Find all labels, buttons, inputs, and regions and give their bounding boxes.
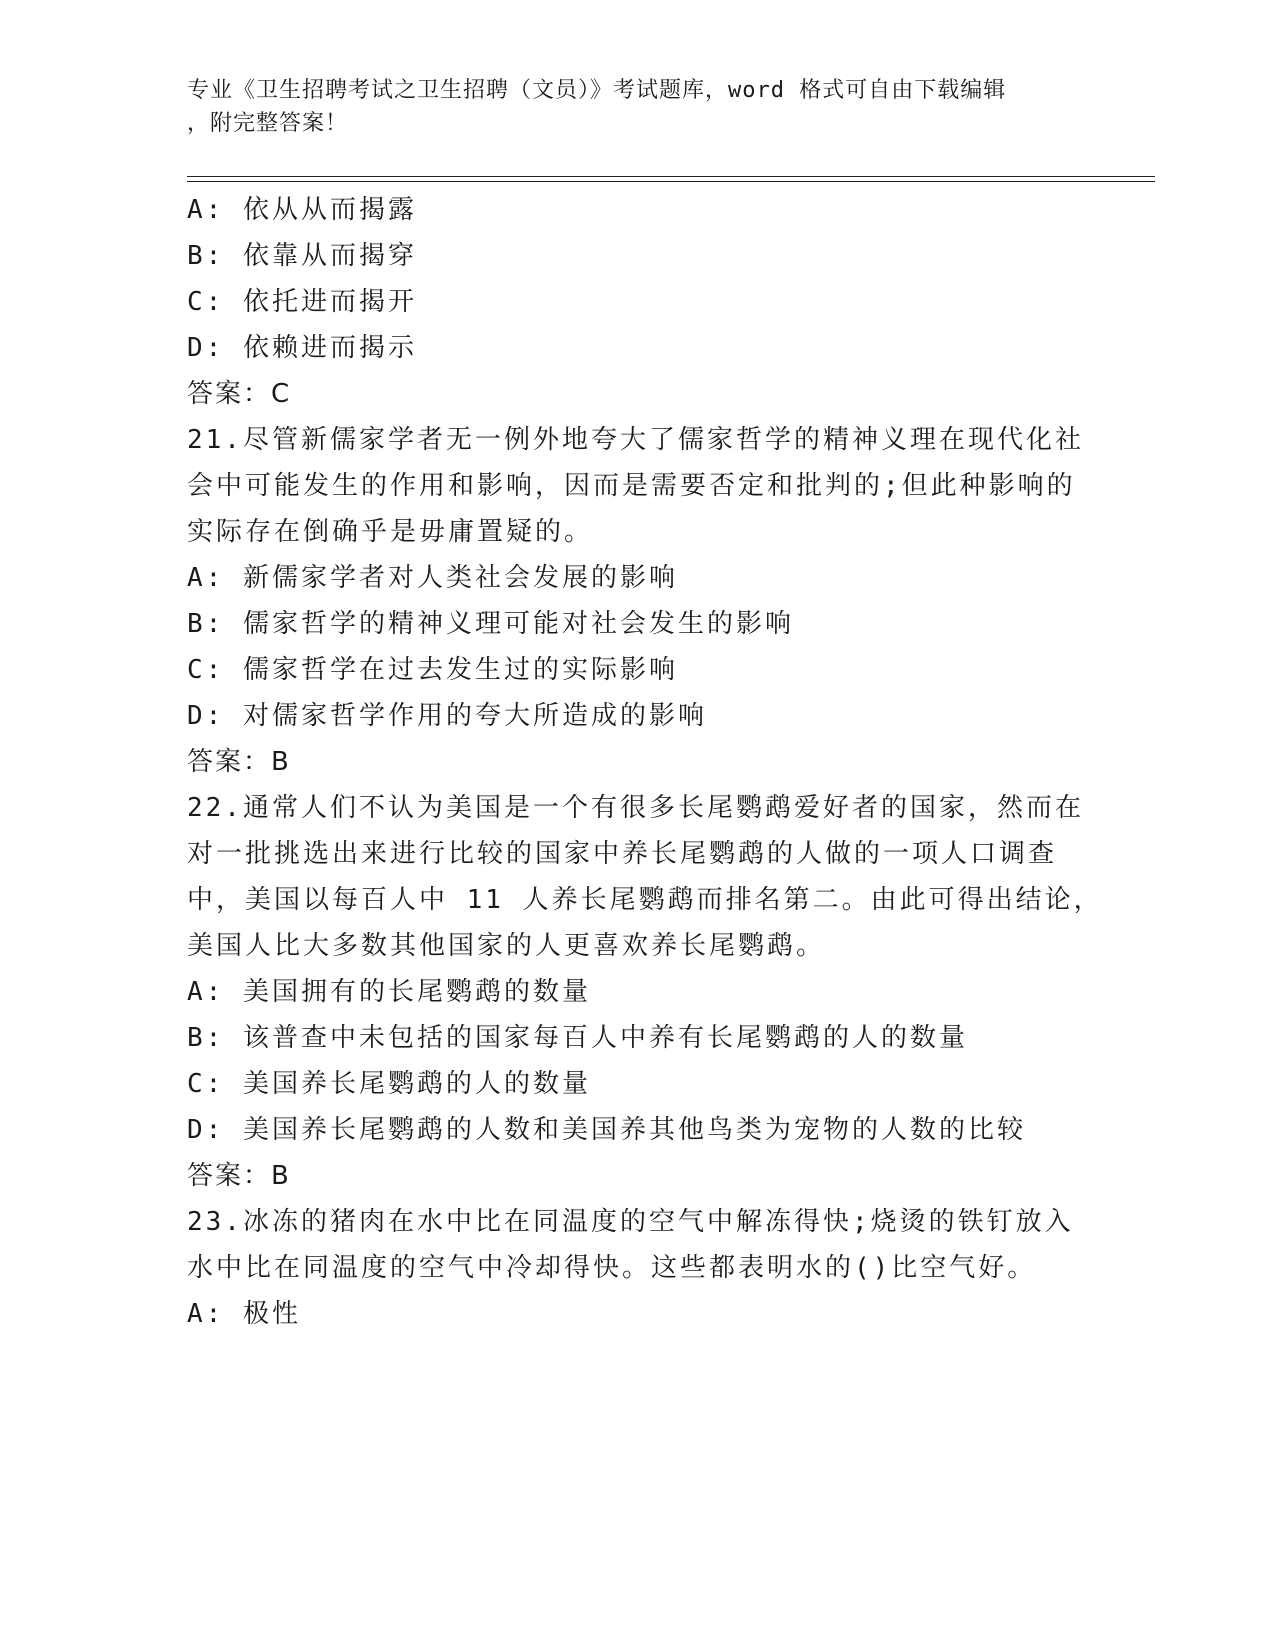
question-line: 实际存在倒确乎是毋庸置疑的。 — [187, 517, 594, 547]
question-line: C: 美国养长尾鹦鹉的人的数量 — [187, 1069, 591, 1099]
question-line: D: 对儒家哲学作用的夸大所造成的影响 — [187, 701, 707, 731]
question-list — [187, 187, 1103, 1337]
question-line: A: 依从从而揭露 — [187, 195, 417, 225]
question-line: 美国人比大多数其他国家的人更喜欢养长尾鹦鹉。 — [187, 931, 826, 961]
answer-line: 答案：C — [187, 379, 292, 409]
question-line: B: 该普查中未包括的国家每百人中养有长尾鹦鹉的人的数量 — [187, 1023, 968, 1053]
question-block — [187, 785, 1103, 1199]
question-line: D: 美国养长尾鹦鹉的人数和美国养其他鸟类为宠物的人数的比较 — [187, 1115, 1026, 1145]
question-line: 水中比在同温度的空气中冷却得快。这些都表明水的()比空气好。 — [187, 1253, 1037, 1283]
document-header — [187, 74, 1067, 140]
question-line: 对一批挑选出来进行比较的国家中养长尾鹦鹉的人做的一项人口调查 — [187, 839, 1058, 869]
header-divider-bottom — [187, 181, 1155, 182]
question-line: 中，美国以每百人中 11 人养长尾鹦鹉而排名第二。由此可得出结论， — [187, 885, 1103, 915]
header-divider-top — [187, 176, 1155, 177]
header-line-2: ，附完整答案！ — [187, 111, 349, 136]
question-line: A: 美国拥有的长尾鹦鹉的数量 — [187, 977, 591, 1007]
question-line: D: 依赖进而揭示 — [187, 333, 417, 363]
question-line: B: 儒家哲学的精神义理可能对社会发生的影响 — [187, 609, 794, 639]
question-line: 会中可能发生的作用和影响，因而是需要否定和批判的;但此种影响的 — [187, 471, 1076, 501]
question-line: 21.尽管新儒家学者无一例外地夸大了儒家哲学的精神义理在现代化社 — [187, 425, 1084, 455]
question-block — [187, 1199, 1087, 1337]
question-line: C: 儒家哲学在过去发生过的实际影响 — [187, 655, 678, 685]
question-line: 22.通常人们不认为美国是一个有很多长尾鹦鹉爱好者的国家，然而在 — [187, 793, 1084, 823]
question-line: B: 依靠从而揭穿 — [187, 241, 417, 271]
header-line-1: 专业《卫生招聘考试之卫生招聘（文员）》考试题库，word 格式可自由下载编辑 — [187, 78, 1007, 103]
question-line: 23.冰冻的猪肉在水中比在同温度的空气中解冻得快;烧烫的铁钉放入 — [187, 1207, 1074, 1237]
question-line: A: 新儒家学者对人类社会发展的影响 — [187, 563, 678, 593]
question-line: A: 极性 — [187, 1299, 301, 1329]
answer-line: 答案：B — [187, 747, 291, 777]
question-block — [187, 417, 1087, 785]
answer-line: 答案：B — [187, 1161, 291, 1191]
question-block — [187, 187, 1087, 417]
question-line: C: 依托进而揭开 — [187, 287, 417, 317]
